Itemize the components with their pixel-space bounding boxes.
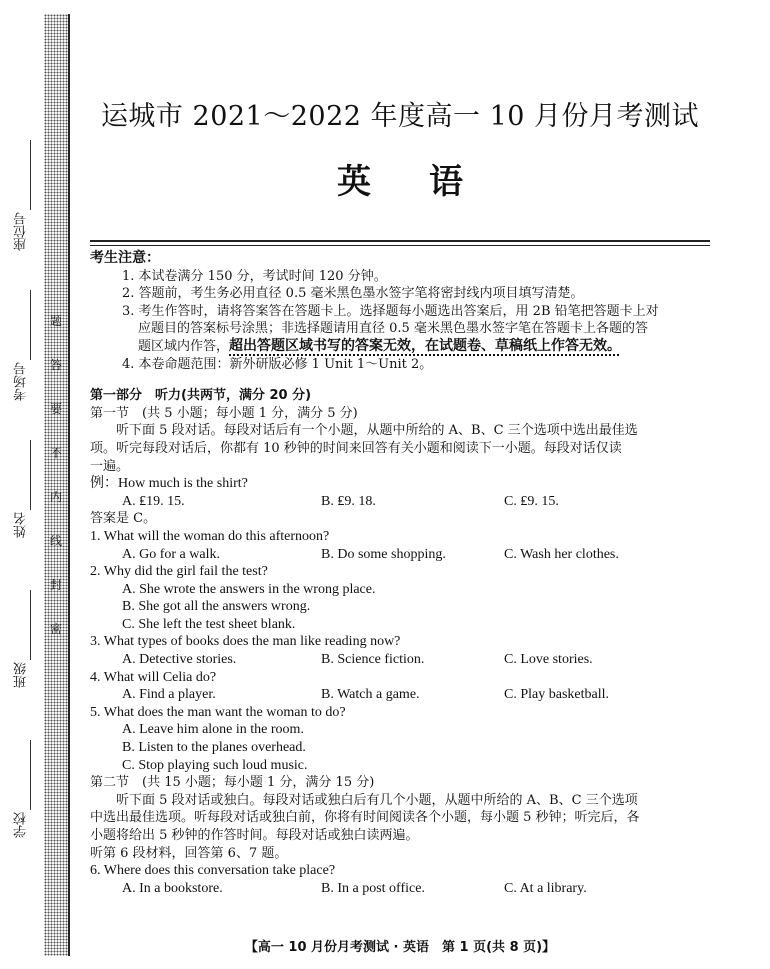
- page-footer: 【高一 10 月份月考测试 · 英语 第 1 页(共 8 页)】: [244, 940, 556, 955]
- seal-char: 不: [50, 446, 63, 460]
- instruction-line: 中选出最佳选项。听每段对话或独白前，你将有时间阅读各个小题，每小题 5 秒钟；听完后，各: [90, 810, 640, 826]
- instruction-line: 听下面 5 段对话或独白。每段对话或独白后有几个小题，从题中所给的 A、B、C 三个选项: [116, 792, 638, 808]
- seal-strip-border: [68, 14, 70, 956]
- option-b: B. In a post office.: [321, 880, 425, 896]
- name-line: [30, 440, 31, 510]
- question: 3. What types of books does the man like reading now?: [90, 634, 401, 650]
- seal-char: 题: [50, 314, 63, 328]
- header-rule-thin: [90, 245, 710, 246]
- option-b: B. Listen to the planes overhead.: [122, 740, 306, 756]
- option-a: A. Detective stories.: [122, 652, 237, 668]
- notice-item: 3. 考生作答时，请将答案答在答题卡上。选择题每小题选出答案后，用 2B 铅笔把答题卡上对: [122, 303, 659, 319]
- option-c: C. Play basketball.: [504, 687, 609, 703]
- option-b: B. Science fiction.: [321, 652, 425, 668]
- instruction-line: 小题将给出 5 秒钟的作答时间。每段对话或独白读两遍。: [90, 828, 419, 843]
- name-label: 姓名: [14, 512, 29, 538]
- option-c: C. ₤9. 15.: [504, 493, 559, 509]
- notice-item: 4. 本卷命题范围：新外研版必修 1 Unit 1～Unit 2。: [122, 356, 433, 372]
- question: 1. What will the woman do this afternoon?: [90, 528, 330, 544]
- option-a: A. In a bookstore.: [122, 880, 223, 896]
- material-note: 听第 6 段材料，回答第 6、7 题。: [90, 845, 288, 861]
- option-a: A. She wrote the answers in the wrong place.: [122, 581, 376, 597]
- seat-label: 座位号: [14, 212, 29, 251]
- example-question: 例：How much is the shirt?: [90, 476, 248, 492]
- option-c: C. Wash her clothes.: [504, 546, 619, 562]
- subject-title: 英语: [337, 162, 521, 202]
- header-rule: [90, 240, 710, 242]
- question: 4. What will Celia do?: [90, 669, 217, 685]
- question-options: [90, 651, 710, 669]
- notice-text: 题区域内作答，: [138, 338, 230, 354]
- seat-line: [30, 140, 31, 210]
- seal-char: 要: [50, 402, 63, 416]
- question: 2. Why did the girl fail the test?: [90, 564, 268, 580]
- option-c: C. At a library.: [504, 880, 587, 896]
- exam-title: 运城市 2021～2022 年度高一 10 月份月考测试: [100, 101, 700, 132]
- seal-char: 内: [50, 490, 63, 504]
- seal-char: 线: [50, 534, 63, 548]
- option-a: A. Leave him alone in the room.: [122, 722, 304, 738]
- instruction-line: 听下面 5 段对话。每段对话后有一个小题，从题中所给的 A、B、C 三个选项中选出最佳选: [116, 423, 638, 439]
- part-heading: 第一部分 听力(共两节，满分 20 分): [90, 388, 312, 404]
- option-c: C. Love stories.: [504, 652, 593, 668]
- notice-item: [90, 338, 710, 356]
- seal-char: 封: [50, 578, 63, 592]
- school-line: [30, 740, 31, 810]
- option-a: A. Go for a walk.: [122, 546, 220, 562]
- option-b: B. Do some shopping.: [321, 546, 446, 562]
- question-options: [90, 546, 710, 564]
- notice-item: 应题目的答案标号涂黑；非选择题请用直径 0.5 毫米黑色墨水签字笔在答题卡上各题的答: [138, 321, 648, 337]
- seal-strip: [44, 14, 68, 956]
- class-line: [30, 590, 31, 660]
- seal-char: 密: [50, 622, 63, 636]
- notice-emphasis: 超出答题区域书写的答案无效，在试题卷、草稿纸上作答无效。: [229, 337, 622, 354]
- option-c: C. She left the test sheet blank.: [122, 616, 296, 632]
- notice-heading: 考生注意：: [90, 250, 160, 266]
- option-b: B. Watch a game.: [321, 687, 420, 703]
- option-b: B. She got all the answers wrong.: [122, 599, 311, 615]
- example-options: [90, 493, 710, 511]
- option-a: A. Find a player.: [122, 687, 216, 703]
- section-heading: 第一节 (共 5 小题；每小题 1 分，满分 5 分): [90, 405, 358, 421]
- exam-room-line: [30, 290, 31, 360]
- instruction-line: 项。听完每段对话后，你都有 10 秒钟的时间来回答有关小题和阅读下一小题。每段对话仅读: [90, 440, 622, 456]
- exam-content: [90, 250, 710, 897]
- question-options: [90, 686, 710, 704]
- instruction-line: 一遍。: [90, 458, 130, 474]
- class-label: 班级: [14, 662, 29, 688]
- question-options: [90, 880, 710, 898]
- option-a: A. ₤19. 15.: [122, 493, 185, 509]
- question: 5. What does the man want the woman to do?: [90, 704, 346, 720]
- notice-item: 2. 答题前，考生务必用直径 0.5 毫米黑色墨水签字笔将密封线内项目填写清楚。: [122, 286, 584, 302]
- example-answer: 答案是 C。: [90, 511, 157, 527]
- section-heading: 第二节 (共 15 小题；每小题 1 分，满分 15 分): [90, 775, 375, 791]
- seal-char: 答: [50, 358, 63, 372]
- school-label: 学校: [14, 812, 29, 838]
- question: 6. Where does this conversation take place?: [90, 863, 336, 879]
- notice-item: 1. 本试卷满分 150 分，考试时间 120 分钟。: [122, 268, 387, 284]
- exam-room-label: 考场号: [14, 362, 29, 401]
- option-b: B. ₤9. 18.: [321, 493, 376, 509]
- option-c: C. Stop playing such loud music.: [122, 757, 308, 773]
